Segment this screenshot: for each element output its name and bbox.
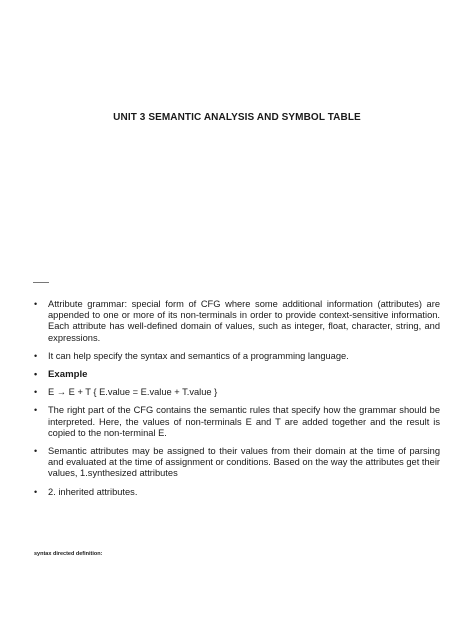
page-title: UNIT 3 SEMANTIC ANALYSIS AND SYMBOL TABLE — [113, 112, 361, 123]
footer-note: syntax directed definition: — [34, 551, 103, 557]
list-item-text: E → E + T { E.value = E.value + T.value } — [48, 387, 218, 398]
list-item — [34, 446, 440, 480]
bullet-icon: • — [34, 299, 38, 309]
bullet-icon: • — [34, 369, 38, 380]
list-item — [34, 487, 440, 498]
list-item — [34, 351, 440, 362]
list-item-text: The right part of the CFG contains the semantic rules that specify how the grammar should be interpreted. Here, the values of non-terminals E and T are added together and the result is copied to the non-terminal E. — [48, 405, 440, 438]
bullet-list — [34, 299, 440, 505]
bullet-icon: • — [34, 405, 38, 416]
bullet-icon: • — [34, 446, 38, 457]
bullet-icon: • — [34, 350, 38, 361]
list-item-text: 2. inherited attributes. — [48, 486, 138, 497]
bullet-icon: • — [34, 486, 38, 497]
list-item-text: Example — [48, 369, 88, 381]
list-item-text: Semantic attributes may be assigned to their values from their domain at the time of parsing and evaluated at the time of assignment or conditions. Based on the way the attributes get their values, 1.synthesized attributes — [48, 446, 440, 479]
list-item-text: Attribute grammar: special form of CFG where some additional information (attributes) are appended to one or more of its non-terminals in order to provide context-sensitive information. Each attribute has well-defined domain of values, such as integer, float, character, string, and expressions. — [48, 299, 440, 343]
list-item-example — [34, 369, 440, 380]
list-item — [34, 299, 440, 344]
list-item — [34, 405, 440, 439]
bullet-icon: • — [34, 387, 38, 398]
list-item — [34, 387, 440, 398]
divider-mark — [33, 282, 49, 283]
list-item-text: It can help specify the syntax and semantics of a programming language. — [48, 350, 349, 361]
